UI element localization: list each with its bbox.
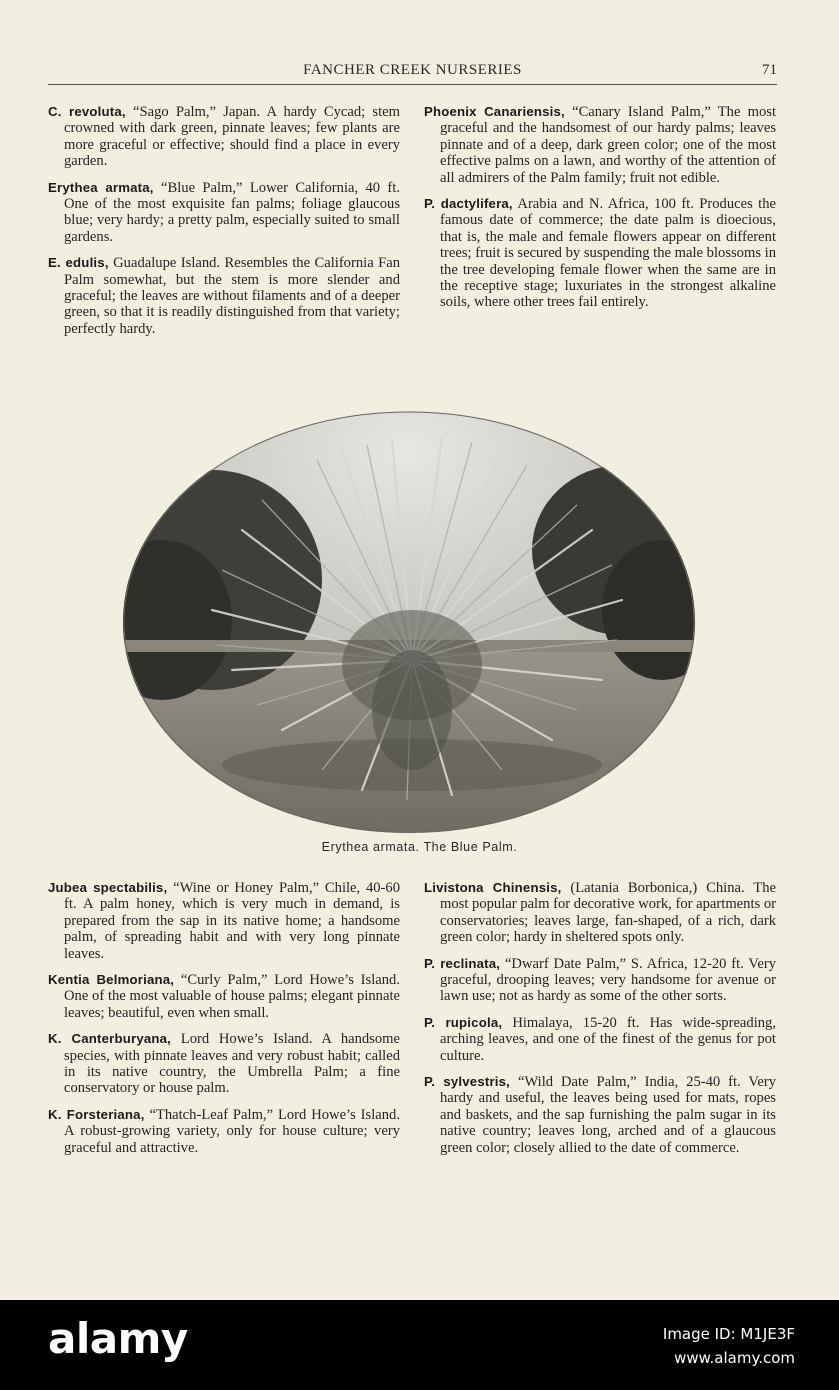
entry-text: Lord Howe’s Island. A handsome species, with pinnate leaves and very robust habit; called in its native country, the Umbrella Palm; a fine conservatory or house palm.: [64, 1031, 400, 1097]
entry-term: Erythea armata,: [48, 179, 154, 195]
entry-k-canterburyana: [48, 1031, 400, 1097]
entry-jubea-spectabilis: [48, 880, 400, 962]
entry-e-edulis: [48, 255, 400, 337]
stock-watermark-banner: [0, 1300, 839, 1390]
entry-term: Kentia Belmoriana,: [48, 972, 175, 988]
entry-livistona-chinensis: [424, 880, 776, 946]
entry-text: “Blue Palm,” Lower California, 40 ft. One of the most exquisite fan palms; foliage glaucous blue; very hardy; a pretty palm, especially suited to small gardens.: [64, 179, 400, 245]
alamy-logo: alamy: [48, 1314, 188, 1363]
entry-term: P. reclinata,: [424, 955, 501, 971]
entry-term: K. Canterburyana,: [48, 1031, 172, 1047]
entry-text: Arabia and N. Africa, 100 ft. Produces the famous date of commerce; the date palm is dioecious, that is, the male and female flowers appear on different trees; fruit is secured by suspending the male blossoms in the tree developing female flower when the same are in the receptive stage; luxuriates in the strongest alkaline soils, where other trees fail entirely.: [440, 196, 777, 311]
site-url-text: www.alamy.com: [674, 1349, 795, 1367]
entry-text: “Wild Date Palm,” India, 25-40 ft. Very hardy and useful, the leaves being used for mats, ropes and baskets, and the sap furnishing the palm sugar in its native country; leaves long, arched and of a glaucous green color; closely allied to the date of commerce.: [440, 1074, 776, 1156]
entry-text: Himalaya, 15-20 ft. Has wide-spreading, arching leaves, and one of the finest of the genus for pot culture.: [440, 1014, 776, 1064]
entry-p-reclinata: [424, 956, 776, 1005]
entry-term: P. rupicola,: [424, 1014, 503, 1030]
entry-phoenix-canariensis: [424, 104, 776, 186]
entry-text: “Wine or Honey Palm,” Chile, 40-60 ft. A palm honey, which is very much in demand, is prepared from the sap in its native home; a handsome palm, of spreading habit and with very long pinnate leaves.: [64, 880, 400, 962]
entry-text: “Dwarf Date Palm,” S. Africa, 12-20 ft. Very graceful, drooping leaves; very handsome for avenue or lawn use; not as hardy as some of the other sorts.: [440, 955, 776, 1005]
entry-kentia-belmoriana: [48, 972, 400, 1021]
entry-term: K. Forsteriana,: [48, 1106, 145, 1122]
left-column-bottom: [48, 880, 400, 1166]
entry-term: Livistona Chinensis,: [424, 880, 562, 895]
right-column-bottom: [424, 880, 776, 1166]
entry-term: Jubea spectabilis,: [48, 880, 168, 895]
entry-term: Phoenix Canariensis,: [424, 104, 565, 119]
entry-p-sylvestris: [424, 1074, 776, 1156]
entry-text: “Curly Palm,” Lord Howe’s Island. One of the most valuable of house palms; elegant pinnate leaves; beautiful, even when small.: [64, 972, 400, 1021]
header-title: FANCHER CREEK NURSERIES: [303, 62, 522, 78]
entry-text: Guadalupe Island. Resembles the California Fan Palm somewhat, but the stem is more slender and graceful; the leaves are without filaments and of a deeper green, so that it is readily distinguished from that variety; perfectly hardy.: [64, 255, 401, 337]
entry-term: P. dactylifera,: [424, 196, 513, 212]
entry-term: C. revoluta,: [48, 104, 126, 119]
entry-p-rupicola: [424, 1015, 776, 1064]
left-column-top: [48, 104, 400, 347]
entry-c-revoluta: [48, 104, 400, 170]
entry-p-dactylifera: [424, 196, 776, 311]
running-header: [48, 62, 777, 85]
entry-k-forsteriana: [48, 1107, 400, 1156]
page-number: 71: [762, 62, 777, 78]
entry-term: P. sylvestris,: [424, 1074, 511, 1090]
right-column-top: [424, 104, 776, 321]
entry-text: “Thatch-Leaf Palm,” Lord Howe’s Island. A robust-growing variety, only for house culture; very graceful and attractive.: [64, 1106, 400, 1156]
palm-photo-image: [122, 410, 696, 834]
image-id-text: Image ID: M1JE3F: [662, 1325, 795, 1343]
entry-text: “Canary Island Palm,” The most graceful and the handsomest of our hardy palms; leaves pinnate and of a deep, dark green color; one of the most effective palms on a lawn, and worthy of the attention of all admirers of the Palm family; fruit not edible.: [440, 104, 776, 186]
photo-caption: Erythea armata. The Blue Palm.: [321, 840, 518, 854]
entry-text: “Sago Palm,” Japan. A hardy Cycad; stem crowned with dark green, pinnate leaves; few plants are more graceful or effective; should find a place in every garden.: [64, 104, 400, 170]
image-reference: [663, 1322, 795, 1370]
entry-text: (Latania Borbonica,) China. The most popular palm for decorative work, for apartments or conservatories; leaves large, fan-shaped, of a rich, dark green color; hardy in sheltered spots only.: [440, 880, 776, 946]
entry-term: E. edulis,: [48, 255, 109, 271]
entry-erythea-armata: [48, 180, 400, 246]
palm-photograph: [122, 410, 696, 834]
